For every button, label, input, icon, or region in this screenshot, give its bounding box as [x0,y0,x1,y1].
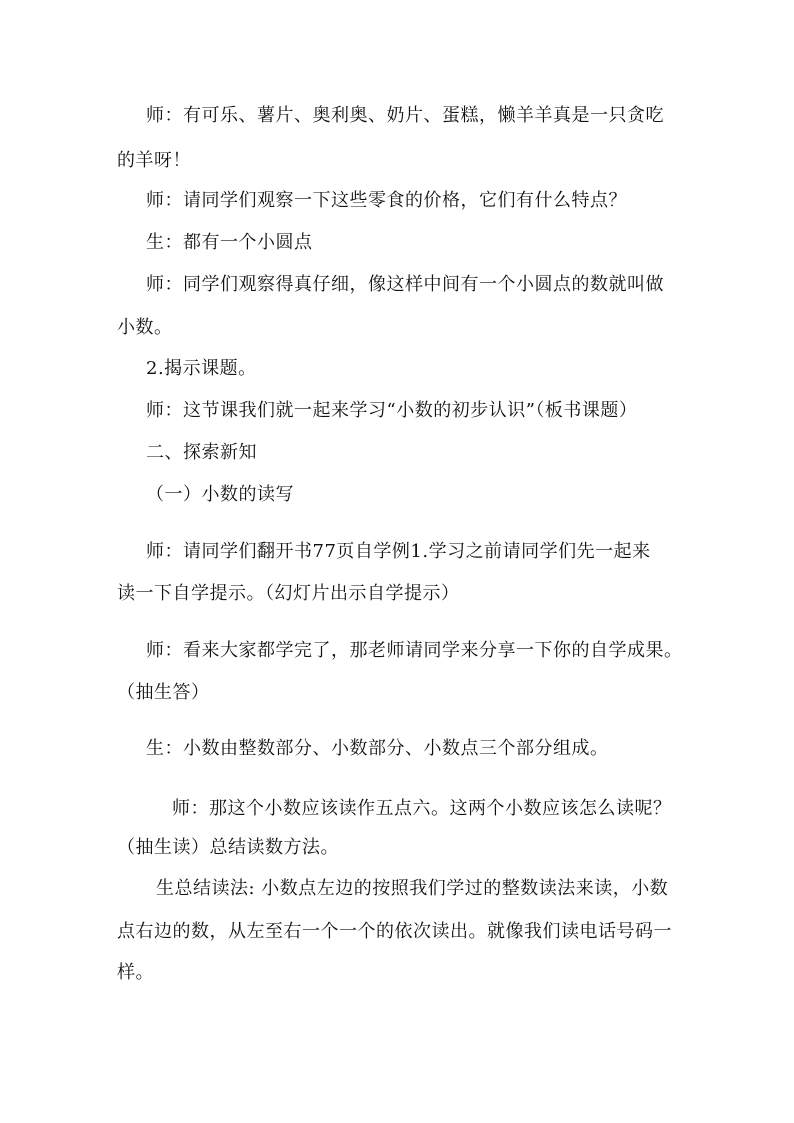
paragraph-line: 读一下自学提示。（幻灯片出示自学提示） [117,583,460,604]
paragraph-line: （抽生读）总结读数方法。 [117,837,339,858]
paragraph-line: 2.揭示课题。 [146,358,257,379]
paragraph-line: 生：小数由整数部分、小数部分、小数点三个部分组成。 [146,738,609,759]
paragraph-line: 点右边的数，从左至右一个一个的依次读出。就像我们读电话号码一 [117,921,672,942]
paragraph-line: 的羊呀！ [117,150,191,171]
paragraph-line: 师：那这个小数应该读作五点六。这两个小数应该怎么读呢？ [172,798,672,819]
paragraph-line: 师：请同学们翻开书77页自学例1.学习之前请同学们先一起来 [146,541,651,562]
paragraph-line: 师：有可乐、薯片、奥利奥、奶片、蛋糕，懒羊羊真是一只贪吃 [146,105,664,126]
paragraph-line: 生总结读法: 小数点左边的按照我们学过的整数读法来读，小数 [156,878,669,899]
paragraph-line: 小数。 [117,317,173,338]
paragraph-line: （抽生答） [117,682,210,703]
paragraph-line: 生：都有一个小圆点 [146,232,313,253]
section-heading: 二、探索新知 [146,442,257,463]
paragraph-line: 师：请同学们观察一下这些零食的价格，它们有什么特点？ [146,190,627,211]
paragraph-line: 样。 [117,962,154,983]
subsection-heading: （一）小数的读写 [146,484,294,505]
paragraph-line: 师：这节课我们就一起来学习“小数的初步认识”（板书课题） [146,400,638,421]
paragraph-line: 师：同学们观察得真仔细，像这样中间有一个小圆点的数就叫做 [146,274,664,295]
paragraph-line: 师：看来大家都学完了，那老师请同学来分享一下你的自学成果。 [146,640,683,661]
